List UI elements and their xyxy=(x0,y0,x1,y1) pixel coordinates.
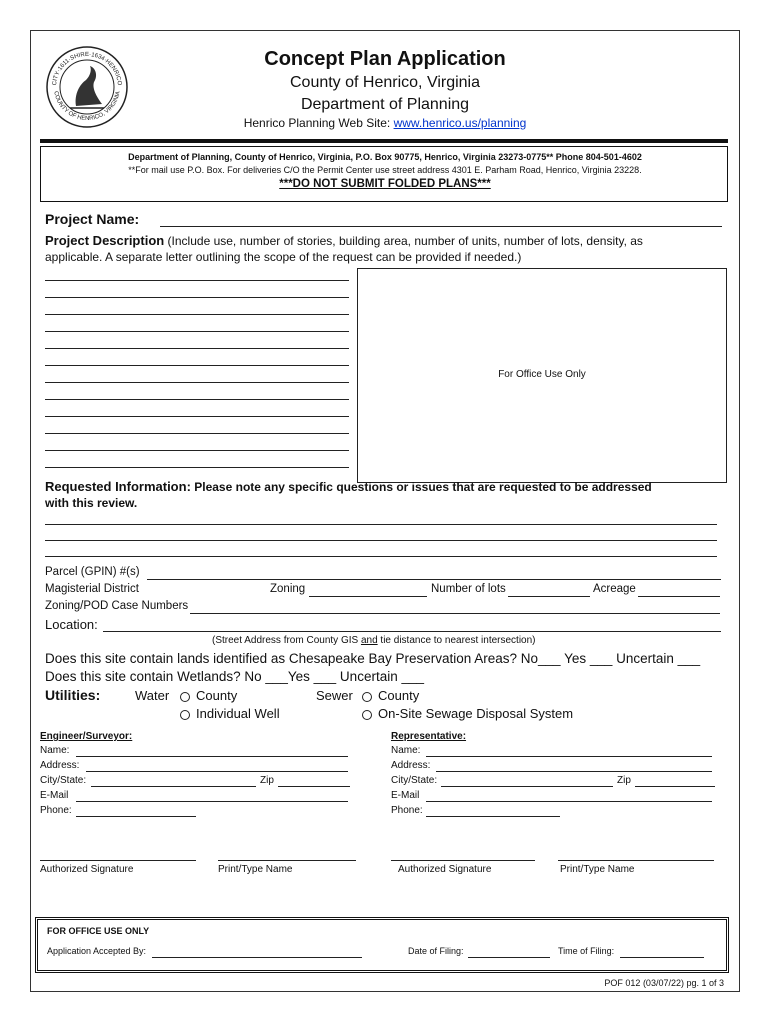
print-name-label-2: Print/Type Name xyxy=(560,864,635,875)
radio-circle-icon[interactable] xyxy=(362,710,372,720)
engineer-signature-field[interactable] xyxy=(40,860,196,861)
sewer-county-label: County xyxy=(378,688,420,703)
desc-line[interactable] xyxy=(45,399,349,400)
website-link[interactable]: www.henrico.us/planning xyxy=(393,116,527,130)
requested-info-text2: with this review. xyxy=(45,496,138,510)
zoning-pod-label: Zoning/POD Case Numbers xyxy=(45,600,189,612)
rep-address-label: Address: xyxy=(391,760,431,771)
website-label: Henrico Planning Web Site: xyxy=(243,116,391,130)
auth-sig-label-2: Authorized Signature xyxy=(398,864,492,875)
rep-email-label: E-Mail xyxy=(391,790,420,801)
header-divider xyxy=(40,139,728,143)
desc-line[interactable] xyxy=(45,348,349,349)
print-name-label-1: Print/Type Name xyxy=(218,864,293,875)
engineer-city-label: City/State: xyxy=(40,775,87,786)
num-lots-field[interactable] xyxy=(508,596,590,597)
engineer-print-name-field[interactable] xyxy=(218,860,356,861)
office-use-only-heading: FOR OFFICE USE ONLY xyxy=(47,926,150,936)
engineer-email-label: E-Mail xyxy=(40,790,69,801)
project-desc-hint1: (Include use, number of stories, building area, number of units, number of lots, density, as xyxy=(167,234,643,248)
mailing-address: Department of Planning, County of Henrico, Virginia, P.O. Box 90775, Henrico, Virginia 23273-0775** Phone 804-501-4602 xyxy=(128,152,642,162)
sewer-onsite-label: On-Site Sewage Disposal System xyxy=(378,706,574,721)
utilities-label: Utilities: xyxy=(45,687,101,703)
date-of-filing-field[interactable] xyxy=(468,957,550,958)
location-field[interactable] xyxy=(103,631,721,632)
zoning-field[interactable] xyxy=(309,596,427,597)
desc-line[interactable] xyxy=(45,382,349,383)
rep-phone-label: Phone: xyxy=(391,805,423,816)
desc-line[interactable] xyxy=(45,467,349,468)
project-name-label: Project Name: xyxy=(45,211,140,227)
office-use-box xyxy=(357,268,727,483)
engineer-address-field[interactable] xyxy=(86,771,348,772)
county-name: County of Henrico, Virginia xyxy=(289,74,481,91)
project-desc-label: Project Description xyxy=(45,233,165,248)
engineer-phone-field[interactable] xyxy=(76,816,196,817)
office-use-label: For Office Use Only xyxy=(498,369,586,380)
time-of-filing-field[interactable] xyxy=(620,957,704,958)
location-note xyxy=(212,635,536,646)
parcel-label: Parcel (GPIN) #(s) xyxy=(45,566,140,578)
svg-text:COUNTY OF HENRICO, VIRGINIA: COUNTY OF HENRICO, VIRGINIA xyxy=(52,90,122,123)
rep-email-field[interactable] xyxy=(426,801,712,802)
desc-line[interactable] xyxy=(45,416,349,417)
engineer-name-label: Name: xyxy=(40,745,70,756)
engineer-heading: Engineer/Surveyor: xyxy=(40,731,133,742)
radio-circle-icon[interactable] xyxy=(180,692,190,702)
rep-signature-field[interactable] xyxy=(391,860,535,861)
folded-plans-warning: ***DO NOT SUBMIT FOLDED PLANS*** xyxy=(279,178,491,190)
requested-info-line1 xyxy=(45,479,652,494)
website-line xyxy=(0,116,770,130)
cbpa-question: Does this site contain lands identified as Chesapeake Bay Preservation Areas? No___ Yes ___ Uncertain ___ xyxy=(45,651,701,666)
accepted-by-field[interactable] xyxy=(152,957,362,958)
acreage-field[interactable] xyxy=(638,596,720,597)
water-label: Water xyxy=(135,688,170,703)
zoning-pod-field[interactable] xyxy=(190,613,720,614)
department-name: Department of Planning xyxy=(300,96,470,113)
requested-info-line[interactable] xyxy=(45,524,717,525)
desc-line[interactable] xyxy=(45,433,349,434)
requested-info-label: Requested Information: xyxy=(45,479,191,494)
desc-line[interactable] xyxy=(45,365,349,366)
desc-line[interactable] xyxy=(45,331,349,332)
requested-info-line[interactable] xyxy=(45,556,717,557)
rep-print-name-field[interactable] xyxy=(558,860,714,861)
rep-phone-field[interactable] xyxy=(426,816,560,817)
engineer-phone-label: Phone: xyxy=(40,805,72,816)
representative-heading: Representative: xyxy=(391,731,467,742)
accepted-by-label: Application Accepted By: xyxy=(47,946,147,956)
rep-city-label: City/State: xyxy=(391,775,438,786)
engineer-city-field[interactable] xyxy=(91,786,256,787)
desc-line[interactable] xyxy=(45,450,349,451)
rep-name-field[interactable] xyxy=(426,756,712,757)
date-of-filing-label: Date of Filing: xyxy=(408,946,464,956)
rep-zip-field[interactable] xyxy=(635,786,715,787)
form-footer: POF 012 (03/07/22) pg. 1 of 3 xyxy=(604,978,724,988)
location-note-post: tie distance to nearest intersection) xyxy=(377,635,536,646)
requested-info-line[interactable] xyxy=(45,540,717,541)
rep-name-label: Name: xyxy=(391,745,421,756)
desc-line[interactable] xyxy=(45,314,349,315)
radio-circle-icon[interactable] xyxy=(180,710,190,720)
desc-line[interactable] xyxy=(45,280,349,281)
requested-info-text1: Please note any specific questions or issues that are requested to be addressed xyxy=(194,480,652,494)
water-county-label: County xyxy=(196,688,238,703)
water-well-label: Individual Well xyxy=(196,706,280,721)
num-lots-label: Number of lots xyxy=(431,583,506,595)
project-desc-hint2: applicable. A separate letter outlining the scope of the request can be provided if needed.) xyxy=(45,250,522,264)
rep-address-field[interactable] xyxy=(436,771,712,772)
location-note-pre: (Street Address from County GIS xyxy=(212,635,361,646)
water-well-option[interactable] xyxy=(180,706,280,721)
page-title: Concept Plan Application xyxy=(264,48,506,70)
sewer-onsite-option[interactable] xyxy=(362,706,573,721)
desc-line[interactable] xyxy=(45,297,349,298)
rep-city-field[interactable] xyxy=(441,786,613,787)
sewer-county-option[interactable] xyxy=(362,688,419,703)
location-note-and: and xyxy=(360,635,378,646)
magisterial-label: Magisterial District xyxy=(45,583,139,595)
engineer-zip-field[interactable] xyxy=(278,786,350,787)
wetlands-question: Does this site contain Wetlands? No ___Yes ___ Uncertain ___ xyxy=(45,669,424,684)
rep-zip-label: Zip xyxy=(617,775,631,786)
project-desc-line1 xyxy=(45,233,643,248)
auth-sig-label-1: Authorized Signature xyxy=(40,864,134,875)
sewer-label: Sewer xyxy=(316,688,353,703)
engineer-name-field[interactable] xyxy=(76,756,348,757)
engineer-email-field[interactable] xyxy=(76,801,348,802)
location-label: Location: xyxy=(45,617,98,632)
project-name-field[interactable] xyxy=(160,226,722,227)
time-of-filing-label: Time of Filing: xyxy=(558,946,615,956)
engineer-address-label: Address: xyxy=(40,760,80,771)
radio-circle-icon[interactable] xyxy=(362,692,372,702)
water-county-option[interactable] xyxy=(180,688,237,703)
parcel-field[interactable] xyxy=(147,579,721,580)
svg-text:CITY·1611·SHIRE·1634·HENRICO: CITY·1611·SHIRE·1634·HENRICO xyxy=(51,51,123,86)
engineer-zip-label: Zip xyxy=(260,775,274,786)
zoning-label: Zoning xyxy=(270,583,306,595)
acreage-label: Acreage xyxy=(593,583,636,595)
delivery-note: **For mail use P.O. Box. For deliveries C/O the Permit Center use street address 4301 E. Parham Road, Henrico, Virginia 23228. xyxy=(128,165,642,175)
